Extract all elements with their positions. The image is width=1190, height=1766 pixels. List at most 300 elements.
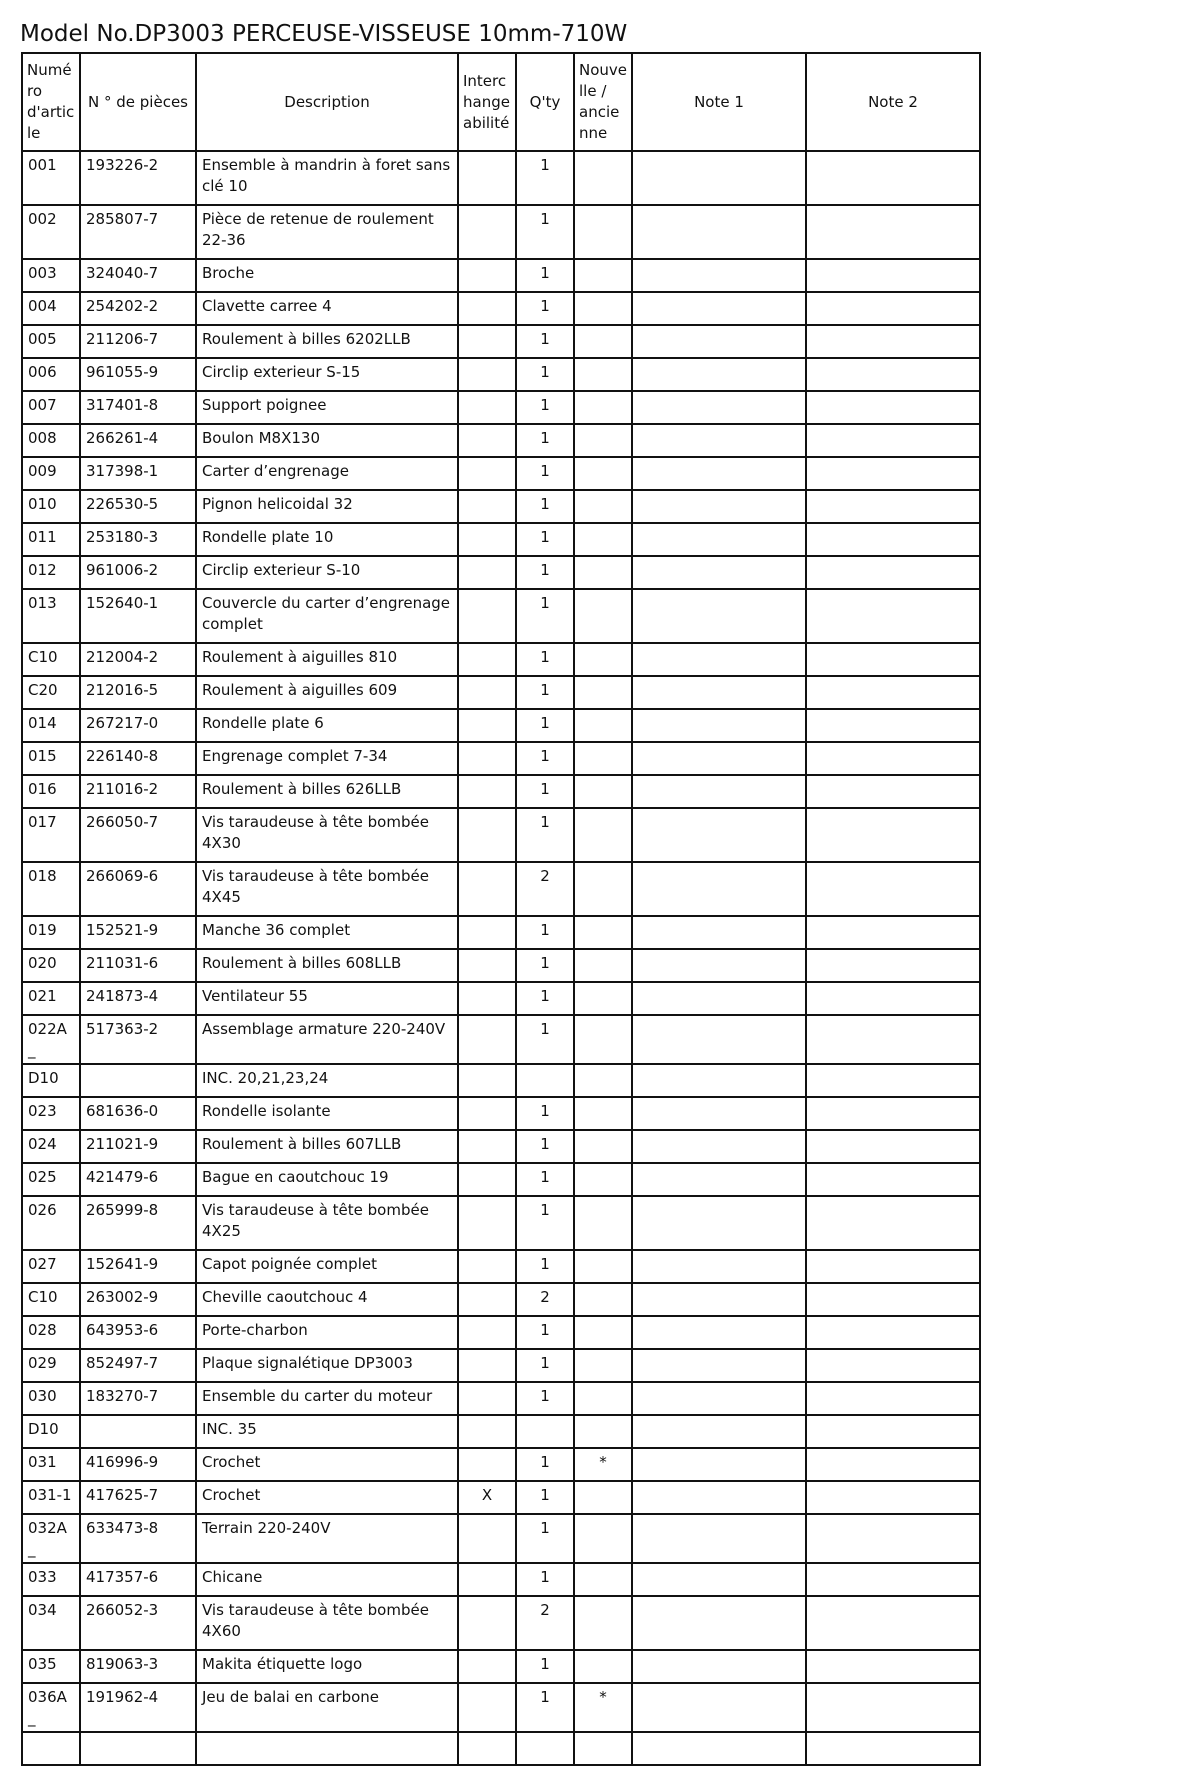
cell-new-old: [574, 490, 632, 523]
cell-description: Ensemble à mandrin à foret sans clé 10: [196, 151, 458, 205]
cell-note-1: [632, 1196, 806, 1250]
cell-interchangeability: [458, 982, 516, 1015]
cell-note-1: [632, 556, 806, 589]
cell-new-old: [574, 1316, 632, 1349]
cell-note-1: [632, 1130, 806, 1163]
header-note-1: Note 1: [632, 53, 806, 151]
header-new-old: Nouvelle / ancienne: [574, 53, 632, 151]
cell-new-old: [574, 1382, 632, 1415]
cell-note-1: [632, 676, 806, 709]
cell-note-1: [632, 490, 806, 523]
cell-item-number: 009: [22, 457, 80, 490]
cell-new-old: [574, 982, 632, 1015]
cell-new-old: [574, 1596, 632, 1650]
table-row: [22, 391, 980, 424]
cell-quantity: 1: [516, 589, 574, 643]
cell-quantity: 1: [516, 151, 574, 205]
cell-description: Assemblage armature 220-240V: [196, 1015, 458, 1064]
cell-item-number: C10: [22, 643, 80, 676]
cell-part-number: 961055-9: [80, 358, 196, 391]
cell-quantity: 1: [516, 1563, 574, 1596]
cell-note-2: [806, 1415, 980, 1448]
cell-interchangeability: [458, 1130, 516, 1163]
table-header-row: [22, 53, 980, 151]
cell-note-2: [806, 742, 980, 775]
cell-note-2: [806, 1481, 980, 1514]
cell-description: Vis taraudeuse à tête bombée 4X30: [196, 808, 458, 862]
table-row: [22, 949, 980, 982]
cell-item-number: 024: [22, 1130, 80, 1163]
cell-part-number: 317401-8: [80, 391, 196, 424]
cell-description: Ventilateur 55: [196, 982, 458, 1015]
cell-note-2: [806, 643, 980, 676]
cell-note-2: [806, 457, 980, 490]
cell-description: Roulement à aiguilles 810: [196, 643, 458, 676]
cell-note-2: [806, 1514, 980, 1563]
cell-note-2: [806, 325, 980, 358]
cell-description: Circlip exterieur S-10: [196, 556, 458, 589]
cell-interchangeability: [458, 556, 516, 589]
cell-interchangeability: [458, 1064, 516, 1097]
cell-item-number: 033: [22, 1563, 80, 1596]
cell-new-old: *: [574, 1683, 632, 1732]
cell-new-old: [574, 862, 632, 916]
cell-description: Crochet: [196, 1448, 458, 1481]
cell-item-number: C10: [22, 1283, 80, 1316]
cell-quantity: 1: [516, 1163, 574, 1196]
cell-quantity: 1: [516, 1481, 574, 1514]
cell-interchangeability: [458, 1448, 516, 1481]
empty-cell: [516, 1732, 574, 1765]
cell-item-number: 011: [22, 523, 80, 556]
cell-quantity: 1: [516, 775, 574, 808]
cell-item-number: 003: [22, 259, 80, 292]
cell-part-number: 633473-8: [80, 1514, 196, 1563]
cell-quantity: 2: [516, 862, 574, 916]
cell-quantity: 1: [516, 1316, 574, 1349]
header-item-number: Numéro d'article: [22, 53, 80, 151]
cell-description: Manche 36 complet: [196, 916, 458, 949]
empty-cell: [80, 1732, 196, 1765]
cell-note-2: [806, 523, 980, 556]
cell-note-1: [632, 1683, 806, 1732]
empty-cell: [574, 1732, 632, 1765]
cell-new-old: [574, 325, 632, 358]
cell-interchangeability: [458, 862, 516, 916]
cell-interchangeability: [458, 775, 516, 808]
cell-note-1: [632, 1015, 806, 1064]
cell-quantity: 1: [516, 325, 574, 358]
table-row: [22, 643, 980, 676]
cell-quantity: 1: [516, 808, 574, 862]
cell-part-number: 183270-7: [80, 1382, 196, 1415]
cell-quantity: 1: [516, 424, 574, 457]
cell-description: Couvercle du carter d’engrenage complet: [196, 589, 458, 643]
cell-interchangeability: [458, 589, 516, 643]
cell-interchangeability: [458, 490, 516, 523]
cell-item-number: 005: [22, 325, 80, 358]
cell-part-number: [80, 1064, 196, 1097]
table-row: [22, 1650, 980, 1683]
cell-description: Ensemble du carter du moteur: [196, 1382, 458, 1415]
cell-new-old: [574, 709, 632, 742]
cell-item-number: 013: [22, 589, 80, 643]
cell-note-1: [632, 1563, 806, 1596]
cell-part-number: 681636-0: [80, 1097, 196, 1130]
cell-interchangeability: [458, 1382, 516, 1415]
cell-description: Carter d’engrenage: [196, 457, 458, 490]
cell-description: Chicane: [196, 1563, 458, 1596]
cell-note-2: [806, 982, 980, 1015]
cell-quantity: 1: [516, 949, 574, 982]
cell-interchangeability: [458, 676, 516, 709]
cell-interchangeability: X: [458, 1481, 516, 1514]
table-row: [22, 457, 980, 490]
table-row: [22, 205, 980, 259]
cell-new-old: [574, 916, 632, 949]
table-row: [22, 1415, 980, 1448]
cell-new-old: [574, 292, 632, 325]
cell-new-old: [574, 424, 632, 457]
cell-item-number: 015: [22, 742, 80, 775]
cell-part-number: 212004-2: [80, 643, 196, 676]
cell-note-2: [806, 808, 980, 862]
table-row: [22, 982, 980, 1015]
cell-note-2: [806, 1196, 980, 1250]
cell-item-number: 031: [22, 1448, 80, 1481]
cell-quantity: 1: [516, 490, 574, 523]
cell-part-number: 211031-6: [80, 949, 196, 982]
cell-interchangeability: [458, 1163, 516, 1196]
cell-interchangeability: [458, 1415, 516, 1448]
table-row: [22, 424, 980, 457]
cell-description: Roulement à billes 6202LLB: [196, 325, 458, 358]
cell-note-1: [632, 1415, 806, 1448]
cell-note-1: [632, 775, 806, 808]
cell-note-1: [632, 1349, 806, 1382]
cell-note-2: [806, 151, 980, 205]
cell-new-old: [574, 1349, 632, 1382]
cell-part-number: 417357-6: [80, 1563, 196, 1596]
cell-description: Vis taraudeuse à tête bombée 4X45: [196, 862, 458, 916]
cell-new-old: [574, 1514, 632, 1563]
cell-part-number: 263002-9: [80, 1283, 196, 1316]
cell-quantity: 1: [516, 1015, 574, 1064]
cell-new-old: [574, 742, 632, 775]
cell-interchangeability: [458, 1097, 516, 1130]
cell-note-1: [632, 292, 806, 325]
cell-part-number: 324040-7: [80, 259, 196, 292]
cell-note-1: [632, 205, 806, 259]
header-description: Description: [196, 53, 458, 151]
cell-part-number: 852497-7: [80, 1349, 196, 1382]
cell-note-1: [632, 709, 806, 742]
cell-new-old: [574, 1097, 632, 1130]
page-title: Model No.DP3003 PERCEUSE-VISSEUSE 10mm-710W: [20, 21, 628, 47]
cell-part-number: 253180-3: [80, 523, 196, 556]
table-row: [22, 1064, 980, 1097]
table-row: [22, 523, 980, 556]
cell-interchangeability: [458, 916, 516, 949]
cell-description: Engrenage complet 7-34: [196, 742, 458, 775]
cell-quantity: 1: [516, 1683, 574, 1732]
cell-note-2: [806, 862, 980, 916]
table-row: [22, 490, 980, 523]
cell-note-2: [806, 1064, 980, 1097]
table-row: [22, 259, 980, 292]
cell-new-old: [574, 1563, 632, 1596]
cell-interchangeability: [458, 1596, 516, 1650]
cell-interchangeability: [458, 358, 516, 391]
cell-quantity: 1: [516, 1349, 574, 1382]
table-row: [22, 151, 980, 205]
cell-note-2: [806, 1163, 980, 1196]
cell-part-number: 265999-8: [80, 1196, 196, 1250]
cell-description: Makita étiquette logo: [196, 1650, 458, 1683]
cell-interchangeability: [458, 151, 516, 205]
cell-interchangeability: [458, 709, 516, 742]
cell-note-1: [632, 523, 806, 556]
cell-description: Bague en caoutchouc 19: [196, 1163, 458, 1196]
cell-item-number: 008: [22, 424, 80, 457]
cell-quantity: 1: [516, 1650, 574, 1683]
cell-description: Rondelle isolante: [196, 1097, 458, 1130]
table-row: [22, 709, 980, 742]
table-row: [22, 1250, 980, 1283]
cell-part-number: [80, 1415, 196, 1448]
cell-note-2: [806, 709, 980, 742]
cell-note-1: [632, 457, 806, 490]
cell-quantity: 1: [516, 523, 574, 556]
cell-note-1: [632, 1064, 806, 1097]
cell-quantity: 2: [516, 1596, 574, 1650]
cell-item-number: 032A_: [22, 1514, 80, 1563]
cell-note-1: [632, 358, 806, 391]
cell-part-number: 416996-9: [80, 1448, 196, 1481]
cell-new-old: [574, 1064, 632, 1097]
cell-new-old: [574, 1650, 632, 1683]
cell-interchangeability: [458, 1650, 516, 1683]
cell-note-1: [632, 391, 806, 424]
cell-new-old: *: [574, 1448, 632, 1481]
empty-cell: [632, 1732, 806, 1765]
cell-note-1: [632, 1382, 806, 1415]
cell-item-number: 035: [22, 1650, 80, 1683]
cell-part-number: 267217-0: [80, 709, 196, 742]
cell-item-number: 036A_: [22, 1683, 80, 1732]
cell-part-number: 254202-2: [80, 292, 196, 325]
cell-part-number: 819063-3: [80, 1650, 196, 1683]
table-row: [22, 1514, 980, 1563]
cell-interchangeability: [458, 1283, 516, 1316]
cell-item-number: 031-1: [22, 1481, 80, 1514]
cell-quantity: 1: [516, 982, 574, 1015]
cell-description: Roulement à billes 626LLB: [196, 775, 458, 808]
cell-new-old: [574, 949, 632, 982]
table-row: [22, 808, 980, 862]
cell-part-number: 317398-1: [80, 457, 196, 490]
cell-new-old: [574, 259, 632, 292]
cell-note-2: [806, 205, 980, 259]
table-row: [22, 916, 980, 949]
cell-note-1: [632, 151, 806, 205]
cell-interchangeability: [458, 949, 516, 982]
cell-description: Support poignee: [196, 391, 458, 424]
cell-description: Roulement à billes 607LLB: [196, 1130, 458, 1163]
cell-note-1: [632, 589, 806, 643]
cell-note-2: [806, 1097, 980, 1130]
cell-part-number: 517363-2: [80, 1015, 196, 1064]
cell-note-1: [632, 643, 806, 676]
cell-part-number: 417625-7: [80, 1481, 196, 1514]
cell-description: Rondelle plate 6: [196, 709, 458, 742]
cell-note-2: [806, 1382, 980, 1415]
cell-new-old: [574, 775, 632, 808]
table-row: [22, 1563, 980, 1596]
cell-interchangeability: [458, 1250, 516, 1283]
cell-part-number: 193226-2: [80, 151, 196, 205]
cell-interchangeability: [458, 1196, 516, 1250]
cell-quantity: 1: [516, 358, 574, 391]
cell-note-1: [632, 949, 806, 982]
table-row: [22, 1683, 980, 1732]
cell-description: Rondelle plate 10: [196, 523, 458, 556]
cell-interchangeability: [458, 1514, 516, 1563]
table-row: [22, 775, 980, 808]
cell-note-2: [806, 1349, 980, 1382]
cell-interchangeability: [458, 742, 516, 775]
cell-interchangeability: [458, 424, 516, 457]
cell-part-number: 226140-8: [80, 742, 196, 775]
cell-note-2: [806, 358, 980, 391]
cell-quantity: 1: [516, 1250, 574, 1283]
cell-description: INC. 35: [196, 1415, 458, 1448]
cell-new-old: [574, 1130, 632, 1163]
table-row: [22, 1015, 980, 1064]
cell-item-number: 016: [22, 775, 80, 808]
cell-part-number: 266050-7: [80, 808, 196, 862]
cell-note-1: [632, 742, 806, 775]
table-row: [22, 1349, 980, 1382]
cell-new-old: [574, 1250, 632, 1283]
cell-note-2: [806, 1563, 980, 1596]
cell-description: Pignon helicoidal 32: [196, 490, 458, 523]
table-row: [22, 325, 980, 358]
cell-description: Cheville caoutchouc 4: [196, 1283, 458, 1316]
cell-item-number: 021: [22, 982, 80, 1015]
table-row: [22, 676, 980, 709]
cell-item-number: 001: [22, 151, 80, 205]
cell-part-number: 643953-6: [80, 1316, 196, 1349]
cell-quantity: [516, 1415, 574, 1448]
cell-note-2: [806, 949, 980, 982]
cell-item-number: 027: [22, 1250, 80, 1283]
cell-note-1: [632, 259, 806, 292]
cell-quantity: 1: [516, 742, 574, 775]
table-row: [22, 292, 980, 325]
table-row: [22, 1196, 980, 1250]
cell-item-number: 017: [22, 808, 80, 862]
empty-cell: [196, 1732, 458, 1765]
cell-quantity: 1: [516, 1514, 574, 1563]
cell-note-2: [806, 589, 980, 643]
header-note-2: Note 2: [806, 53, 980, 151]
cell-part-number: 421479-6: [80, 1163, 196, 1196]
cell-quantity: 1: [516, 391, 574, 424]
cell-note-2: [806, 1596, 980, 1650]
cell-description: Crochet: [196, 1481, 458, 1514]
cell-note-2: [806, 1250, 980, 1283]
table-row: [22, 1316, 980, 1349]
cell-note-1: [632, 808, 806, 862]
cell-part-number: 152640-1: [80, 589, 196, 643]
cell-note-2: [806, 1650, 980, 1683]
cell-item-number: 002: [22, 205, 80, 259]
cell-new-old: [574, 1163, 632, 1196]
cell-item-number: 018: [22, 862, 80, 916]
table-row: [22, 556, 980, 589]
header-part-number: N ° de pièces: [80, 53, 196, 151]
table-row: [22, 1097, 980, 1130]
cell-note-1: [632, 325, 806, 358]
cell-quantity: 1: [516, 1130, 574, 1163]
table-row: [22, 358, 980, 391]
cell-quantity: 1: [516, 1097, 574, 1130]
cell-item-number: 022A_: [22, 1015, 80, 1064]
cell-note-1: [632, 1316, 806, 1349]
cell-quantity: 1: [516, 205, 574, 259]
cell-interchangeability: [458, 1015, 516, 1064]
cell-note-2: [806, 556, 980, 589]
cell-quantity: [516, 1064, 574, 1097]
cell-new-old: [574, 457, 632, 490]
cell-note-2: [806, 292, 980, 325]
cell-quantity: 1: [516, 709, 574, 742]
cell-quantity: 1: [516, 259, 574, 292]
cell-interchangeability: [458, 643, 516, 676]
cell-quantity: 1: [516, 1448, 574, 1481]
parts-table-body: [22, 151, 980, 1765]
cell-item-number: 020: [22, 949, 80, 982]
table-row: [22, 1596, 980, 1650]
cell-part-number: 211021-9: [80, 1130, 196, 1163]
cell-description: Capot poignée complet: [196, 1250, 458, 1283]
cell-new-old: [574, 1415, 632, 1448]
cell-description: Plaque signalétique DP3003: [196, 1349, 458, 1382]
cell-part-number: 226530-5: [80, 490, 196, 523]
empty-cell: [458, 1732, 516, 1765]
cell-part-number: 285807-7: [80, 205, 196, 259]
cell-description: Clavette carree 4: [196, 292, 458, 325]
cell-interchangeability: [458, 1683, 516, 1732]
cell-item-number: 026: [22, 1196, 80, 1250]
cell-note-1: [632, 916, 806, 949]
cell-item-number: 014: [22, 709, 80, 742]
cell-new-old: [574, 205, 632, 259]
cell-quantity: 1: [516, 676, 574, 709]
empty-cell: [22, 1732, 80, 1765]
cell-new-old: [574, 1196, 632, 1250]
cell-description: Vis taraudeuse à tête bombée 4X60: [196, 1596, 458, 1650]
cell-interchangeability: [458, 523, 516, 556]
cell-note-2: [806, 916, 980, 949]
cell-note-1: [632, 1097, 806, 1130]
table-row: [22, 1448, 980, 1481]
cell-quantity: 1: [516, 457, 574, 490]
cell-note-1: [632, 1596, 806, 1650]
cell-interchangeability: [458, 259, 516, 292]
cell-interchangeability: [458, 391, 516, 424]
